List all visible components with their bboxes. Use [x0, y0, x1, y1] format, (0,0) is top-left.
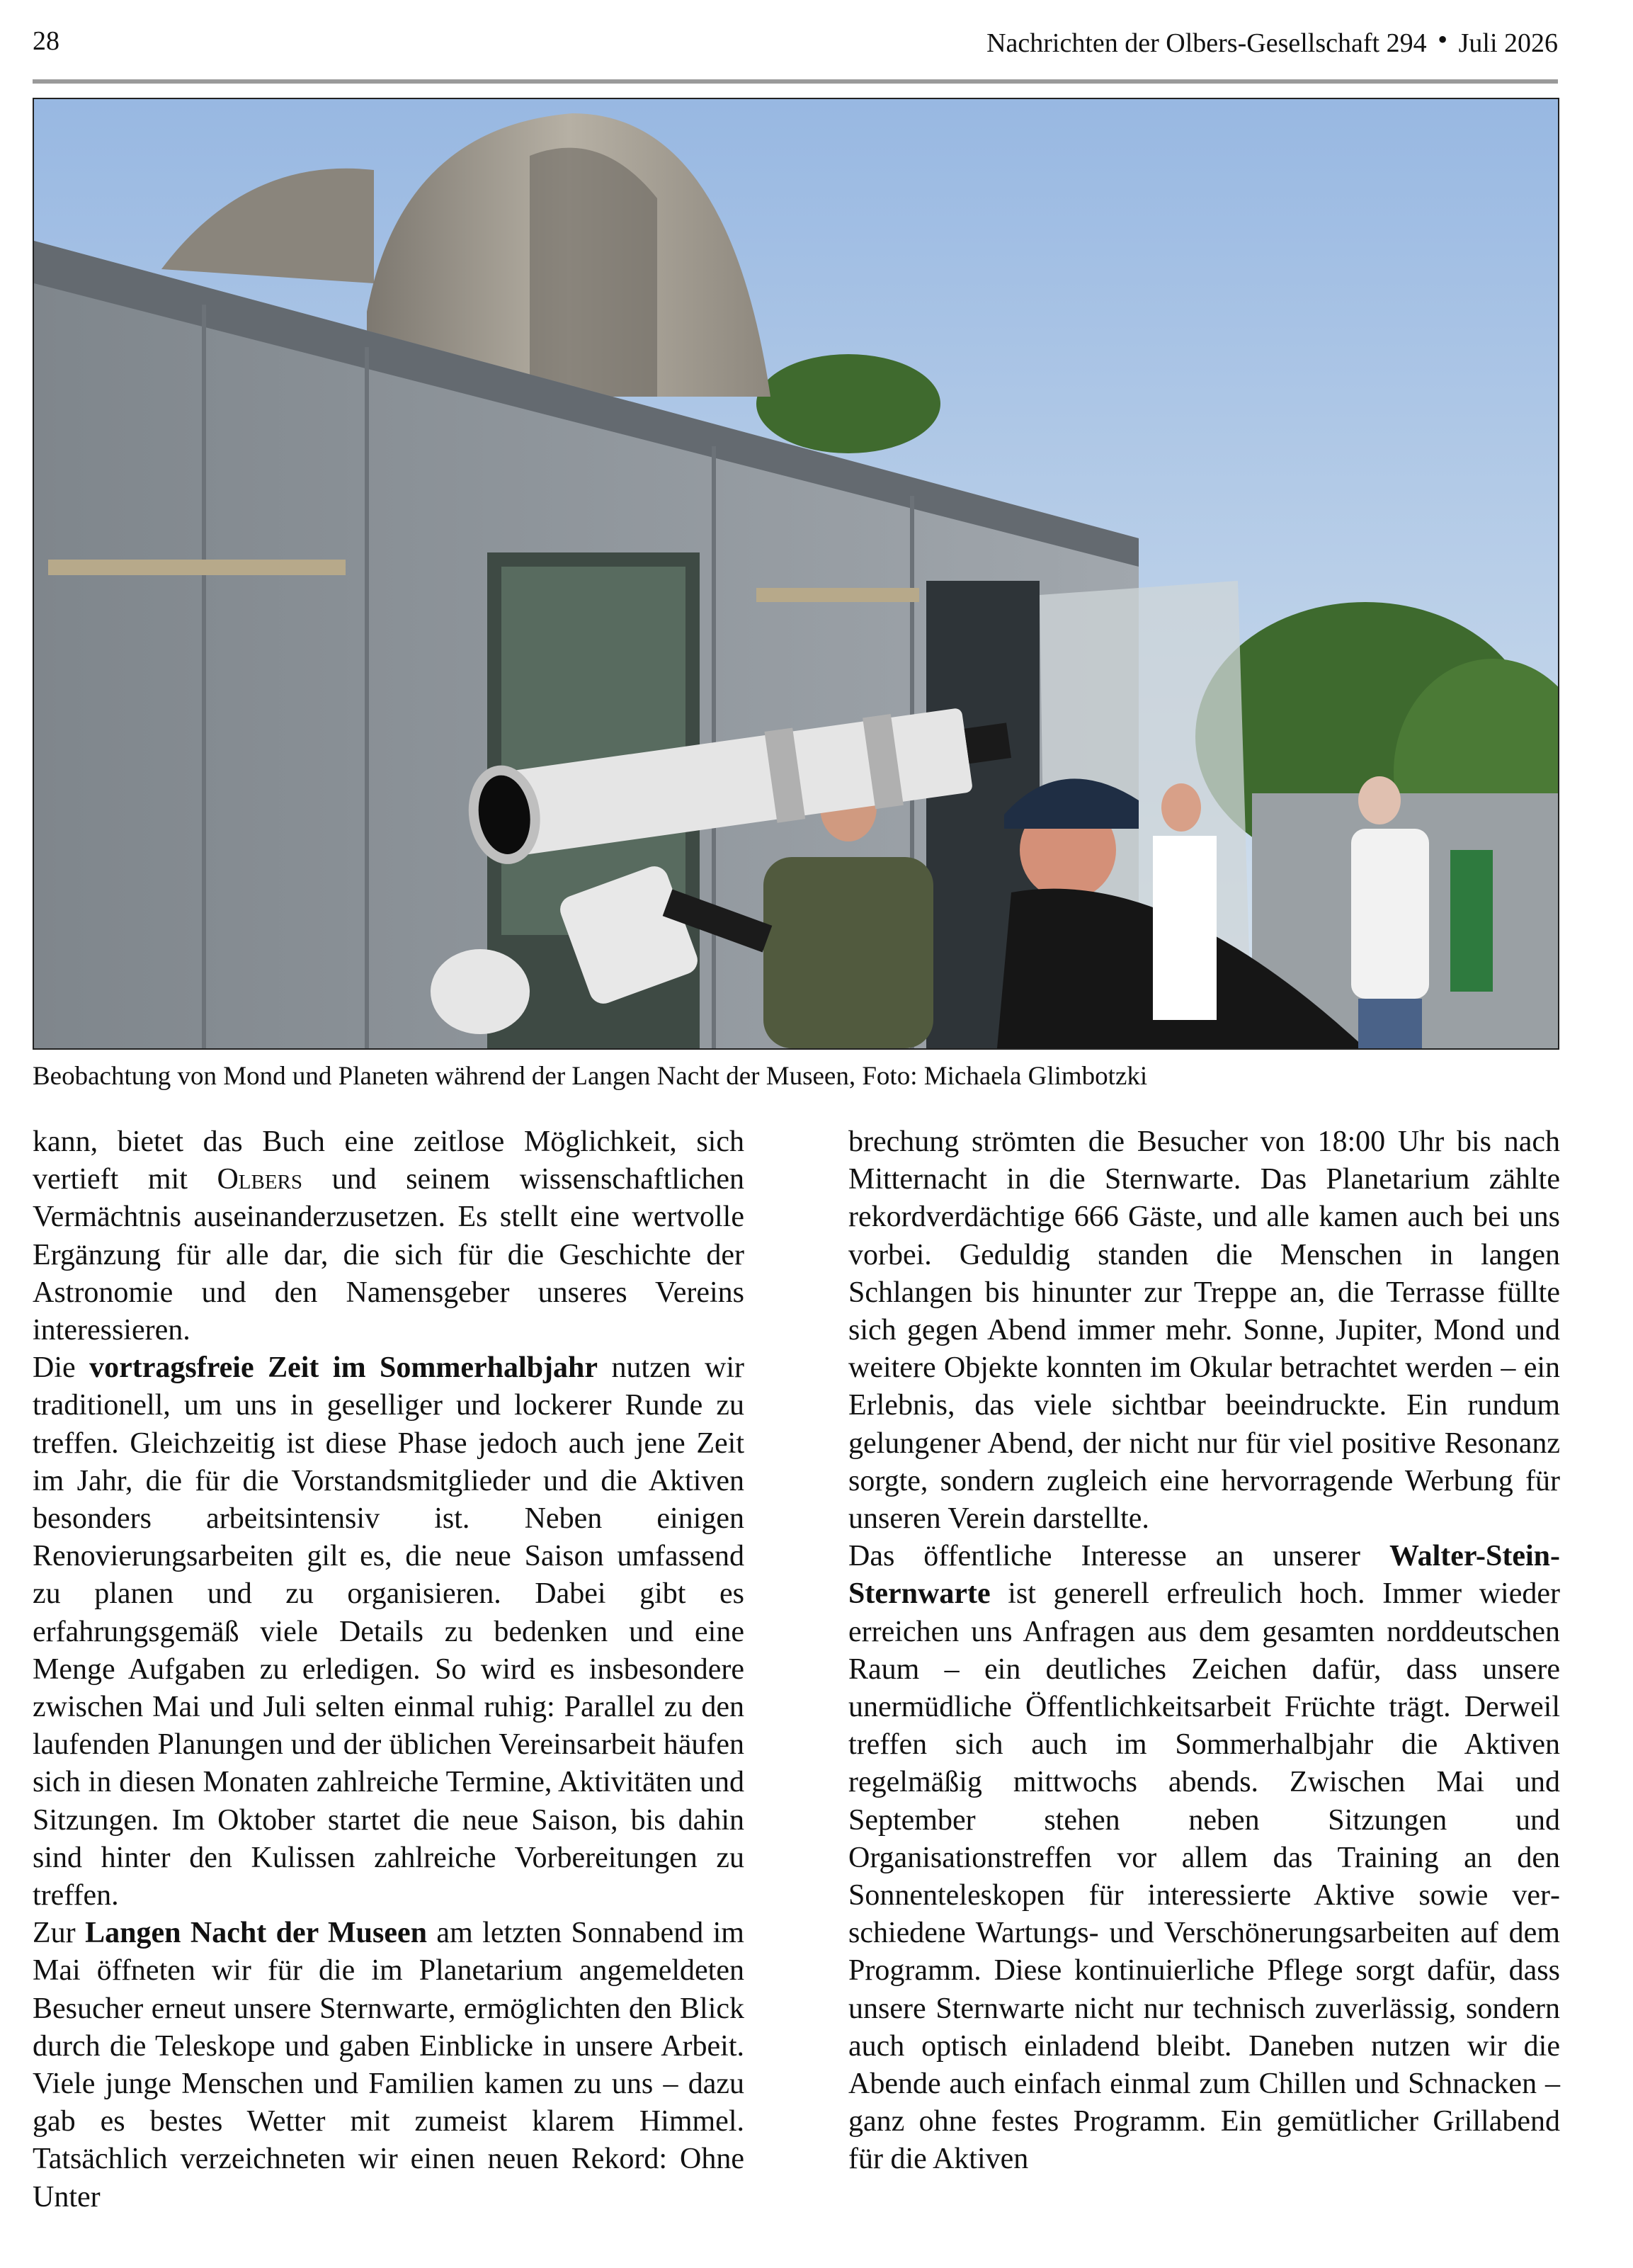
page-number: 28 [33, 26, 59, 56]
paragraph [33, 1915, 744, 2216]
header-rule [33, 79, 1558, 84]
text-run: Die [33, 1351, 90, 1385]
photo-caption: Beobachtung von Mond und Planeten während der Langen Nacht der Museen, Foto: Michaela Glimbotzki [33, 1062, 1148, 1091]
text-run: und seinem wissenschaftlichen Vermächtnis auseinanderzusetzen. Es stellt eine wertvolle Ergänzung für alle dar, die sich für die Geschichte der Astronomie und den Namensgeber unseres Vereins interessieren. [33, 1163, 744, 1347]
observatory-photo [33, 98, 1559, 1050]
paragraph [848, 1538, 1560, 2178]
text-run: nutzen wir traditionell, um uns in geselliger und lockerer Runde zu treffen. Gleichzeitig ist diese Phase jedoch auch jene Zeit im Jahr, die für die Vorstandsmitglieder und die Aktiven besonders arbeitsintensiv ist. Neben einigen Renovierungsarbeiten gilt es, die neue Saison umfassend zu planen und zu organisieren. Dabei gibt es erfahrungsgemäß viele Details zu bedenken und eine Menge Aufgaben zu erledigen. So wird es insbesondere zwischen Mai und Juli selten einmal ruhig: Parallel zu den laufenden Planungen und der üblichen Vereinsarbeit häufen sich in diesen Monaten zahlreiche Termine, Aktivitäten und Sitzungen. Im Oktober startet die neue Saison, bis dahin sind hinter den Kulissen zahlreiche Vorbereitungen zu treffen. [33, 1351, 744, 1912]
paragraph [848, 1123, 1560, 1538]
text-run: kann, bietet das Buch eine zeitlose Möglichkeit, sich vertieft mit [33, 1126, 744, 1196]
text-run: ist generell erfreulich hoch. Immer wieder erreichen uns Anfragen aus dem gesamten norddeutschen Raum – ein deutliches Zeichen dafür, dass unsere unermüdliche Öffentlichkeitsarbeit Früchte trägt. Derweil treffen sich auch im Sommerhalbjahr die Aktiven regelmäßig mittwochs abends. Zwischen Mai und September stehen neben Sitzungen und Organisationstreffen vor allem das Training an den Sonnenteleskopen für interessierte Aktive sowie verschiedene Wartungs- und Verschönerungsarbeiten auf dem Programm. Diese kontinuierliche Pflege sorgt dafür, dass unsere Sternwarte nicht nur technisch zuverlässig, sondern auch optisch einladend bleibt. Daneben nutzen wir die Abende auch einfach einmal zum Chillen und Schnacken – ganz ohne festes Programm. Ein gemütlicher Grillabend für die Aktiven [848, 1577, 1560, 2176]
text-run: am letzten Sonnabend im Mai öffneten wir für die im Planetarium angemeldeten Besucher erneut unsere Sternwarte, ermöglichten den Blick durch die Teleskope und gaben Einblicke in unsere Arbeit. Viele junge Menschen und Familien kamen zu uns – dazu gab es bestes Wetter mit zumeist klarem Himmel. Tatsächlich verzeichneten wir einen neuen Rekord: Ohne Unter [33, 1917, 744, 2213]
journal-title [986, 25, 1558, 59]
paragraph [33, 1123, 744, 1349]
paragraph [33, 1349, 744, 1915]
photo-illustration [34, 99, 1558, 1048]
journal-name: Nachrichten der Olbers-Gesellschaft 294 [986, 28, 1427, 58]
page-header [33, 25, 1558, 61]
issue-date: Juli 2026 [1458, 28, 1558, 58]
text-run: Zur [33, 1917, 86, 1950]
bold-phrase: vortragsfreie Zeit im Sommerhalbjahr [89, 1351, 598, 1385]
bold-phrase: Langen Nacht der Museen [85, 1917, 427, 1950]
smallcaps-name: Olbers [217, 1163, 303, 1196]
article-column-left [33, 1123, 744, 2216]
bold-phrase: Walter-Stein-Sternwarte [848, 1540, 1560, 1611]
article-column-right [848, 1123, 1560, 2179]
text-run: brechung strömten die Besucher von 18:00 Uhr bis nach Mitternacht in die Sternwarte. Das Planetarium zählte rekordverdächtige 666 Gäste, und alle kamen auch bei uns vorbei. Geduldig standen die Menschen in langen Schlangen bis hinunter zur Treppe an, die Terrasse füllte sich gegen Abend immer mehr. Sonne, Jupiter, Mond und weitere Objekte konnten im Okular betrachtet werden – ein Erlebnis, das viele sichtbar beeindruckte. Ein rundum gelungener Abend, der nicht nur für viel positive Resonanz sorgte, sondern zugleich eine hervorragende Werbung für unseren Verein darstellte. [848, 1126, 1560, 1536]
header-separator: • [1438, 23, 1448, 55]
text-run: Das öffentliche Interesse an unserer [848, 1540, 1389, 1573]
